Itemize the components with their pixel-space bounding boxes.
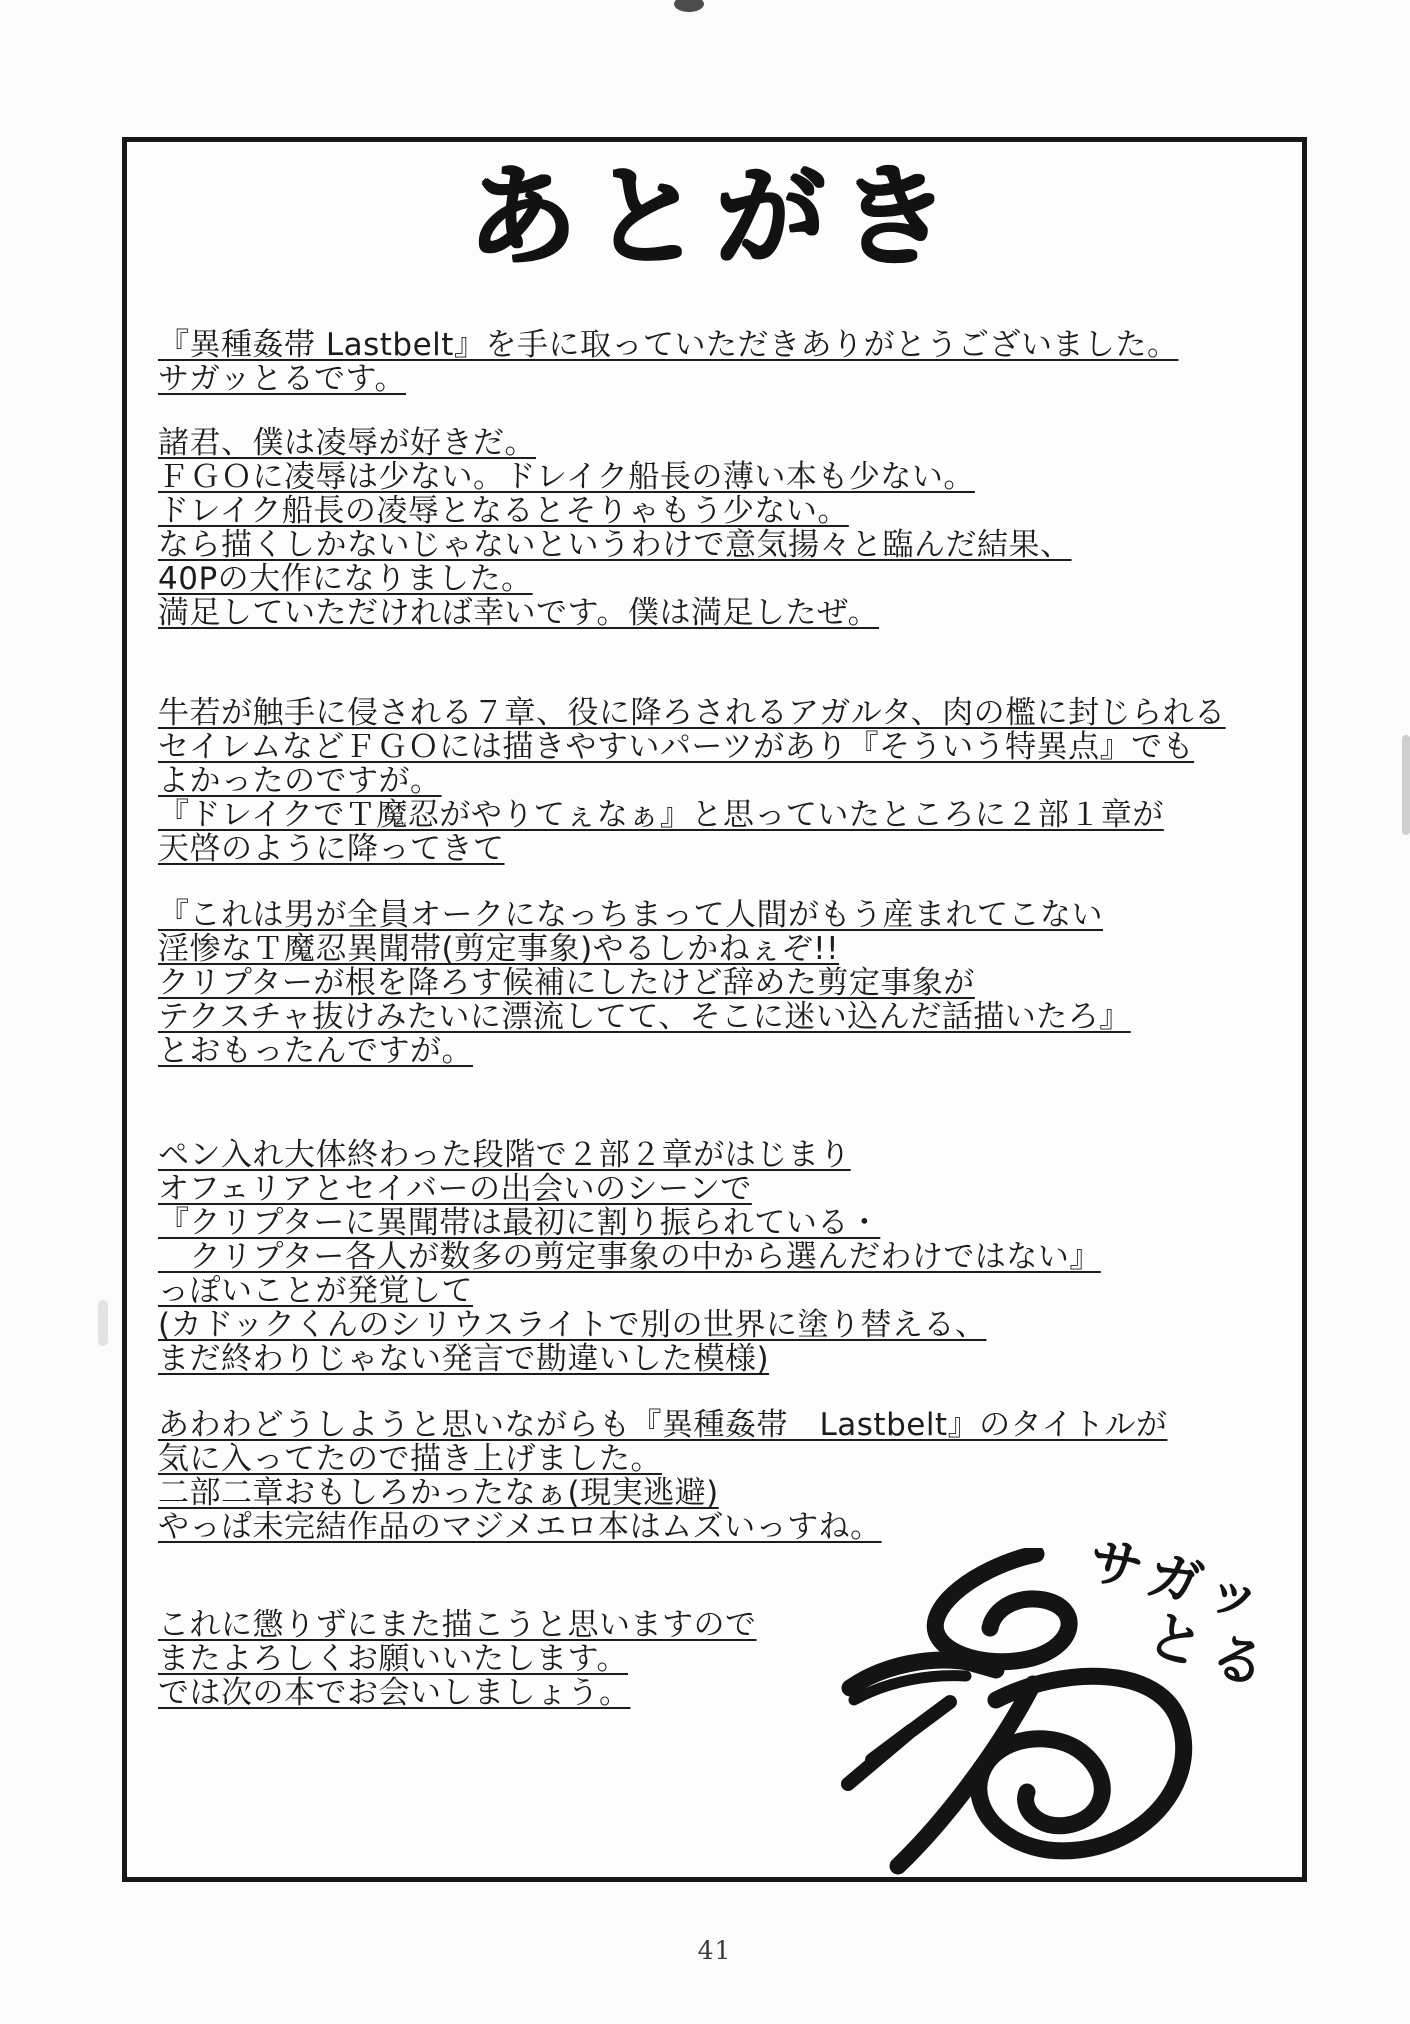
text-line: 牛若が触手に侵される７章、役に降ろされるアガルタ、肉の檻に封じられる [158,695,1226,731]
text-line: あわわどうしようと思いながらも『異種姦帯 Lastbelt』のタイトルが [158,1407,1168,1443]
text-line: ペン入れ大体終わった段階で２部２章がはじまり [158,1137,851,1173]
text-line: まだ終わりじゃない発言で勘違いした模様) [158,1341,770,1377]
scan-artifact-left [98,1300,108,1346]
text-line: では次の本でお会いしましょう。 [158,1675,631,1711]
afterword-paragraph-2 [158,426,1308,630]
text-line: 諸君、僕は凌辱が好きだ。 [158,425,536,461]
text-line: セイレムなどＦＧＯには描きやすいパーツがあり『そういう特異点』でも [158,729,1195,765]
scan-artifact-right [1402,735,1410,835]
afterword-paragraph-1 [158,328,1308,396]
afterword-paragraph-3 [158,696,1308,866]
text-line: 淫惨なＴ魔忍異聞帯(剪定事象)やるしかねぇぞ!! [158,931,840,967]
afterword-paragraph-6 [158,1408,1308,1544]
text-line: オフェリアとセイバーの出会いのシーンで [158,1171,752,1207]
text-line: よかったのですが。 [158,763,442,799]
afterword-title: あとがき [466,151,963,280]
text-line: 天啓のように降ってきて [158,831,505,867]
text-line: クリプターが根を降ろす候補にしたけど辞めた剪定事象が [158,965,975,1001]
text-line: クリプター各人が数多の剪定事象の中から選んだわけではない』 [158,1239,1101,1275]
text-line: これに懲りずにまた描こうと思いますので [158,1607,757,1643]
text-line: 『ドレイクでＴ魔忍がやりてぇなぁ』と思っていたところに２部１章が [158,797,1164,833]
afterword-paragraph-5 [158,1138,1308,1376]
text-line: やっぱ未完結作品のマジメエロ本はムズいっすね。 [158,1509,882,1545]
text-line: とおもったんですが。 [158,1033,473,1069]
text-line: なら描くしかないじゃないというわけで意気揚々と臨んだ結果、 [158,527,1072,563]
text-line: 『クリプターに異聞帯は最初に割り振られている・ [158,1205,881,1241]
text-line: (カドックくんのシリウスライトで別の世界に塗り替える、 [158,1307,987,1343]
text-line: 『異種姦帯 Lastbelt』を手に取っていただきありがとうございました。 [158,327,1179,363]
signature-name-line1: サガッ [1082,1527,1276,1634]
scan-artifact-top [674,0,704,12]
text-line: っぽいことが発覚して [158,1273,473,1309]
text-line: 40Pの大作になりました。 [158,561,533,597]
text-line: ＦＧＯに凌辱は少ない。ドレイク船長の薄い本も少ない。 [158,459,975,495]
text-line: 気に入ってたので描き上げました。 [158,1441,662,1477]
text-line: 『これは男が全員オークになっちまって人間がもう産まれてこない [158,897,1103,933]
text-line: またよろしくお願いいたします。 [158,1641,629,1677]
text-line: サガッとるです。 [158,361,406,397]
text-line: ドレイク船長の凌辱となるとそりゃもう少ない。 [158,493,849,529]
page-number: 41 [697,1936,732,1965]
afterword-paragraph-4 [158,898,1308,1068]
text-line: 満足していただければ幸いです。僕は満足したぜ。 [158,595,880,631]
text-line: 二部二章おもしろかったなぁ(現実逃避) [158,1475,719,1511]
signature-name-line2: とる [1140,1601,1286,1703]
text-line: テクスチャ抜けみたいに漂流してて、そこに迷い込んだ話描いたろ』 [158,999,1131,1035]
